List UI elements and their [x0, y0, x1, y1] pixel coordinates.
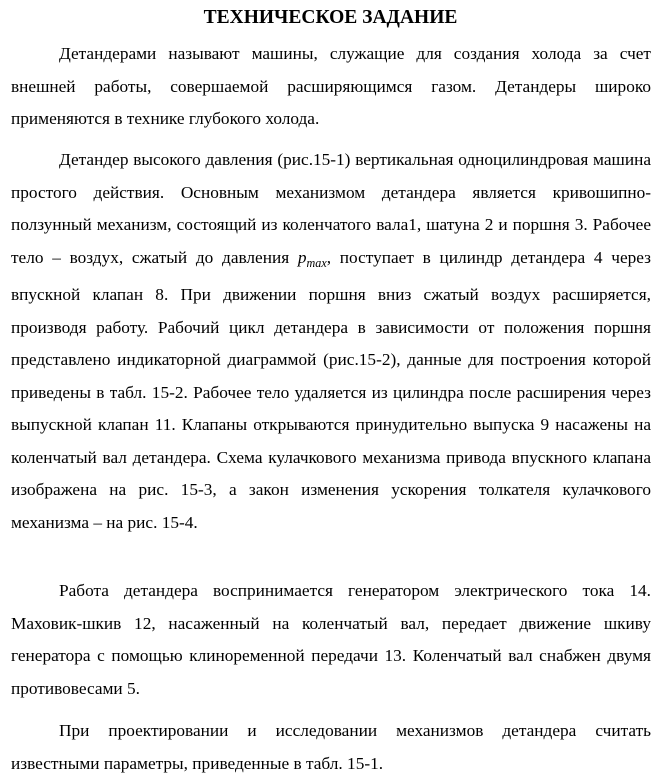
document-title: ТЕХНИЧЕСКОЕ ЗАДАНИЕ [203, 7, 458, 28]
paragraph-definition: Детандерами называют машины, служащие для создания холода за счет внешней работы, совершаемой расширяющимся газом. Детандеры широко применяются в технике глубокого холода. [11, 44, 651, 128]
pressure-symbol-base: p [297, 247, 307, 267]
paragraph-parameters: При проектировании и исследовании механизмов детандера считать известными параметры, приведенные в табл. 15-1. [11, 721, 651, 773]
paragraph-description-text-1: Детандер высокого давления (рис.15-1) вертикальная одноцилиндровая машина простого действия. Основным механизмом детандера является кривошипно-ползунный механизм, состоящий из коленчатого вала1, шатуна 2 и поршня 3. Рабочее тело – воздух, сжатый до давления [11, 150, 651, 267]
pressure-symbol [297, 247, 327, 270]
pressure-symbol-subscript: max [306, 255, 327, 270]
paragraph-description-text-2: , поступает в цилиндр детандера 4 через впускной клапан 8. При движении поршня вниз сжатый воздух расширяется, производя работу. Рабочий цикл детандера в зависимости от положения поршня представлено индикаторной диаграммой (рис.15-2), данные для построения которой приведены в табл. 15-2. Рабочее тело удаляется из цилиндра после расширения через выпускной клапан 11. Клапаны открываются принудительно выпуска 9 насажены на коленчатый вал детандера. Схема кулачкового механизма привода впускного клапана изображена на рис. 15-3, а закон изменения ускорения толкателя кулачкового механизма – на рис. 15-4. [11, 247, 651, 532]
paragraph-description [11, 144, 651, 539]
paragraph-generator: Работа детандера воспринимается генератором электрического тока 14. Маховик-шкив 12, насаженный на коленчатый вал, передает движение шкиву генератора с помощью клиноременной передачи 13. Коленчатый вал снабжен двумя противовесами 5. [11, 581, 651, 698]
